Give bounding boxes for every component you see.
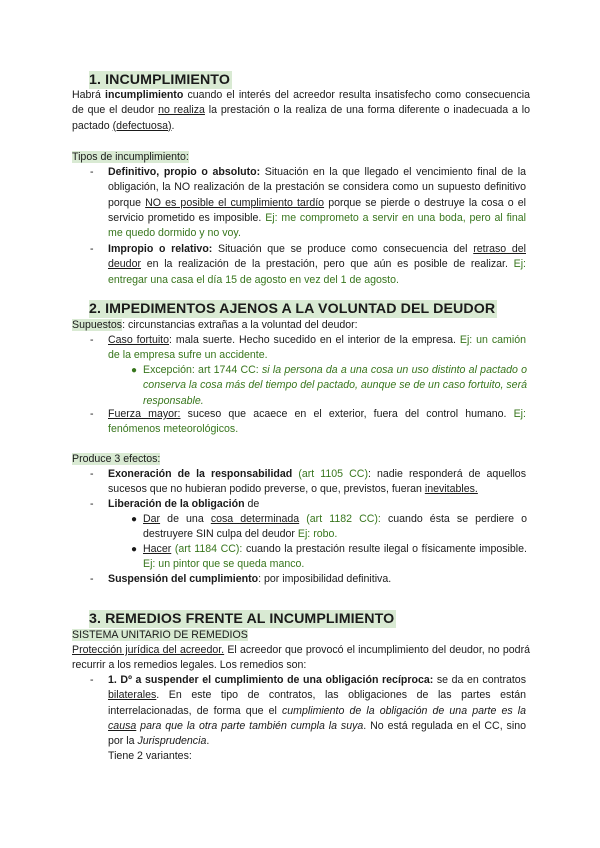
list-dash: -	[90, 674, 94, 686]
bullet-icon: ●	[131, 544, 138, 555]
heading-impedimentos: 2. IMPEDIMENTOS AJENOS A LA VOLUNTAD DEL DEUDOR	[89, 301, 496, 317]
efecto-liberacion: Liberación de la obligación de	[108, 498, 260, 510]
paragraph-definicion	[72, 88, 530, 134]
heading-remedios: 3. REMEDIOS FRENTE AL INCUMPLIMIENTO	[89, 611, 395, 627]
heading-text: 1. INCUMPLIMIENTO	[89, 72, 230, 88]
list-item-fuerza-mayor: Fuerza mayor: suceso que acaece en el exterior, fuera del control humano. Ej: fenómenos meteorológicos.	[108, 408, 526, 436]
heading-incumplimiento	[89, 71, 547, 89]
bullet-icon: ●	[131, 514, 138, 525]
list-item-impropio: Impropio o relativo: Situación que se produce como consecuencia del retraso del deudor en la realización de la prestación, pero que aún es posible de realizar. Ej: entregar una casa el día 15 de agosto en vez del 1 de agosto.	[108, 243, 527, 286]
bullet-icon: ●	[131, 365, 138, 376]
tipos-label: Tipos de incumplimiento:	[72, 151, 189, 163]
efecto-suspension: Suspensión del cumplimiento: por imposibilidad definitiva.	[108, 573, 392, 585]
liberacion-hacer: Hacer (art 1184 CC): cuando la prestación resulte ilegal o físicamente imposible. Ej: un pintor que se queda manco.	[143, 543, 527, 571]
produce-label: Produce 3 efectos:	[72, 453, 161, 465]
liberacion-dar: Dar de una cosa determinada (art 1182 CC): cuando ésta se perdiere o destruyere SIN culpa del deudor Ej: robo.	[143, 513, 528, 541]
list-dash: -	[90, 498, 94, 510]
list-dash: -	[90, 166, 94, 178]
list-item-definitivo: Definitivo, propio o absoluto: Situación en la que llegado el vencimiento final de la obligación, la NO realización de la prestación se considera como un supuesto definitivo porque NO es posible el cumplimiento tardío porque se pierde o destruye la cosa o el servicio prometido es imposible. Ej: me comprometo a servir en una boda, pero al final me quedo dormido y no voy.	[108, 166, 527, 240]
list-dash: -	[90, 468, 94, 480]
list-dash: -	[90, 243, 94, 255]
supuestos-line: Supuestos: circunstancias extrañas a la voluntad del deudor:	[72, 319, 358, 331]
sistema-label: SISTEMA UNITARIO DE REMEDIOS	[72, 629, 248, 641]
list-item-caso-fortuito: Caso fortuito: mala suerte. Hecho sucedido en el interior de la empresa. Ej: un camión de la empresa sufre un accidente.	[108, 334, 526, 362]
proteccion-paragraph: Protección jurídica del acreedor. El acreedor que provocó el incumplimiento del deudor, no podrá recurrir a los remedios legales. Los remedios son:	[72, 644, 530, 672]
list-dash: -	[90, 408, 94, 420]
definicion-text: Habrá incumplimiento cuando el interés del acreedor resulta insatisfecho como consecuencia de que el deudor no realiza la prestación o la realiza de una forma diferente o inadecuada a lo pactado (defectuosa).	[72, 89, 530, 132]
remedio-suspender: 1. Dº a suspender el cumplimiento de una obligación recíproca: se da en contratos bilaterales. En este tipo de contratos, las obligaciones de las partes están interrelacionadas, de forma que el cumplimiento de la obligación de una parte es la causa para que la otra parte también cumpla la suya. No está regulada en el CC, sino por la Jurisprudencia. Tiene 2 variantes:	[108, 673, 526, 765]
list-dash: -	[90, 573, 94, 585]
variantes-label: Tiene 2 variantes:	[108, 750, 192, 763]
list-dash: -	[90, 334, 94, 346]
efecto-exoneracion: Exoneración de la responsabilidad (art 1105 CC): nadie responderá de aquellos sucesos que no hubieran podido preverse, o que, previstos, fueran inevitables.	[108, 468, 526, 496]
excepcion-item: Excepción: art 1744 CC: si la persona da a una cosa un uso distinto al pactado o conserva la cosa más del tiempo del pactado, aunque se de un caso fortuito, será responsable.	[143, 364, 527, 407]
